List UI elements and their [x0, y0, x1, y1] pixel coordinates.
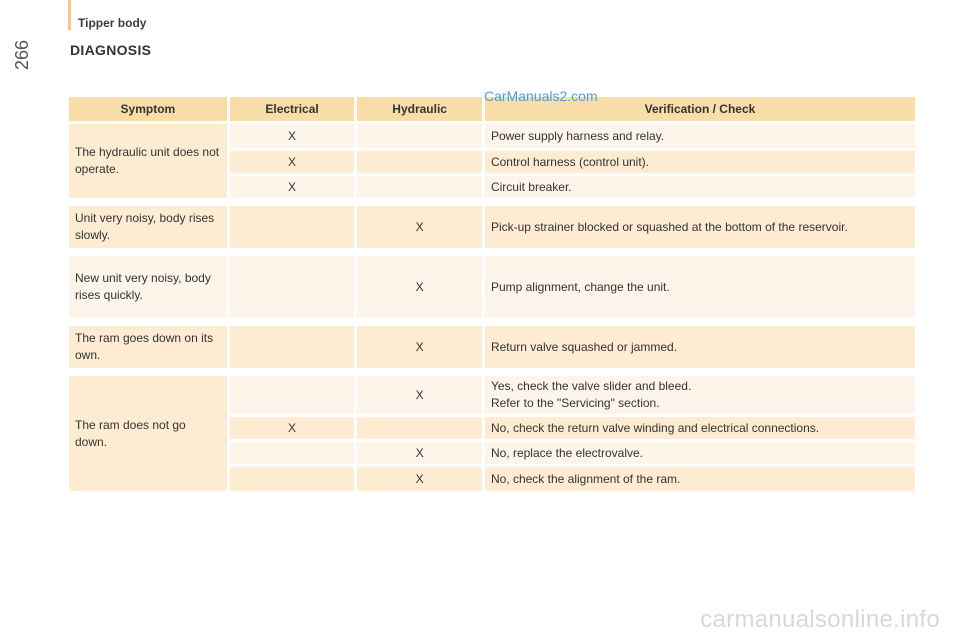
electrical-mark: X	[230, 151, 355, 173]
electrical-mark	[230, 467, 355, 491]
check-cell: No, replace the electrovalve.	[485, 442, 915, 464]
symptom-cell: New unit very noisy, body rises quickly.	[69, 256, 227, 318]
check-line: Yes, check the valve slider and bleed.	[490, 379, 692, 393]
table-row	[69, 206, 915, 248]
hydraulic-mark	[357, 417, 482, 439]
table-row	[69, 256, 915, 318]
watermark-top[interactable]: CarManuals2.com	[484, 88, 598, 104]
electrical-mark	[230, 206, 355, 248]
electrical-mark: X	[230, 124, 355, 148]
hydraulic-mark	[357, 176, 482, 198]
check-cell: Return valve squashed or jammed.	[485, 326, 915, 368]
table-row	[69, 326, 915, 368]
section-margin-bar	[68, 0, 71, 30]
check-cell: Power supply harness and relay.	[485, 124, 915, 148]
hydraulic-mark: X	[357, 256, 482, 318]
symptom-cell: Unit very noisy, body rises slowly.	[69, 206, 227, 248]
hydraulic-mark: X	[357, 326, 482, 368]
hydraulic-mark: X	[357, 376, 482, 414]
symptom-cell: The ram goes down on its own.	[69, 326, 227, 368]
table-row	[69, 124, 915, 148]
section-title: Tipper body	[78, 16, 147, 30]
symptom-cell: The hydraulic unit does not operate.	[69, 124, 227, 198]
column-header-symptom: Symptom	[69, 97, 227, 121]
electrical-mark	[230, 376, 355, 414]
check-cell: No, check the alignment of the ram.	[485, 467, 915, 491]
check-cell: Control harness (control unit).	[485, 151, 915, 173]
symptom-cell: The ram does not go down.	[69, 376, 227, 491]
table-row	[69, 376, 915, 414]
check-cell	[485, 376, 915, 414]
check-line: Refer to the "Servicing" section.	[490, 396, 660, 410]
hydraulic-mark	[357, 151, 482, 173]
column-header-check: Verification / Check	[485, 97, 915, 121]
electrical-mark	[230, 326, 355, 368]
hydraulic-mark: X	[357, 442, 482, 464]
hydraulic-mark	[357, 124, 482, 148]
electrical-mark	[230, 256, 355, 318]
column-header-electrical: Electrical	[230, 97, 355, 121]
electrical-mark	[230, 442, 355, 464]
page-heading: DIAGNOSIS	[70, 42, 152, 58]
check-cell: Pick-up strainer blocked or squashed at the bottom of the reservoir.	[485, 206, 915, 248]
electrical-mark: X	[230, 176, 355, 198]
page-number: 266	[12, 39, 32, 70]
column-header-hydraulic: Hydraulic	[357, 97, 482, 121]
check-cell: No, check the return valve winding and electrical connections.	[485, 417, 915, 439]
diagnosis-table	[66, 94, 918, 494]
watermark-bottom: carmanualsonline.info	[700, 606, 940, 633]
check-cell: Pump alignment, change the unit.	[485, 256, 915, 318]
check-cell: Circuit breaker.	[485, 176, 915, 198]
hydraulic-mark: X	[357, 206, 482, 248]
hydraulic-mark: X	[357, 467, 482, 491]
electrical-mark: X	[230, 417, 355, 439]
